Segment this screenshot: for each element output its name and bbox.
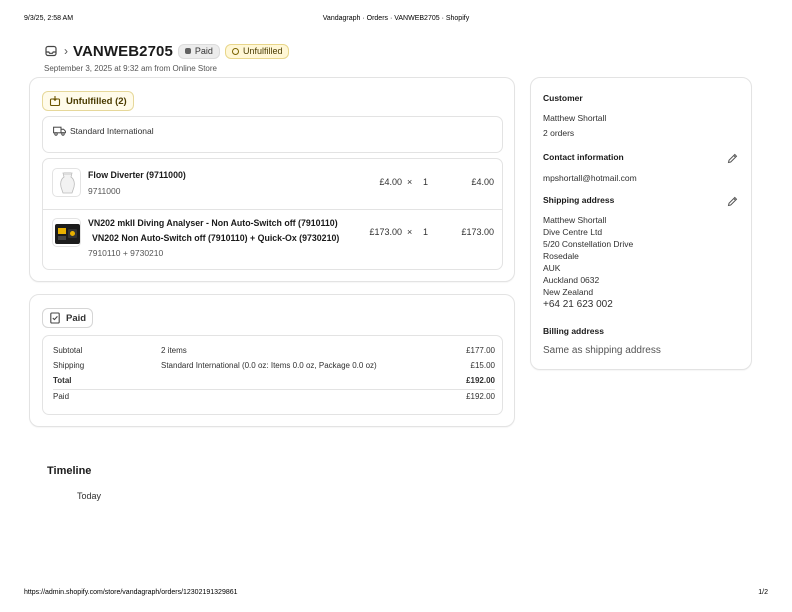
line-item-title[interactable]: Flow Diverter (9711000): [88, 170, 186, 180]
fulfillment-card: [29, 77, 515, 282]
payment-status-badge: [178, 44, 220, 59]
payment-status-label: Paid: [194, 46, 213, 56]
line-item: [43, 159, 517, 209]
unfulfilled-status-pill: [42, 91, 134, 111]
line-items-box: [42, 158, 503, 270]
order-subtitle: September 3, 2025 at 9:32 am from Online Store: [44, 64, 217, 73]
summary-amount: £192.00: [466, 376, 495, 385]
line-item: [43, 210, 517, 270]
fulfillment-status-badge: [225, 44, 290, 59]
summary-label: Shipping: [53, 361, 85, 370]
address-line: Matthew Shortall: [543, 215, 607, 225]
summary-row-total: [53, 376, 495, 390]
unfulfilled-box-icon: [49, 95, 61, 107]
customer-phone: +64 21 623 002: [543, 299, 613, 310]
summary-row-shipping: [53, 361, 495, 375]
line-item-variant: VN202 Non Auto-Switch off (7910110) + Quick-Ox (9730210): [92, 233, 340, 243]
summary-label: Subtotal: [53, 346, 83, 355]
line-item-price: £173.00: [369, 227, 402, 237]
receipt-check-icon: [49, 312, 61, 324]
line-item-qty: 1: [423, 177, 429, 187]
line-item-total: £173.00: [461, 227, 494, 237]
summary-amount: £177.00: [466, 346, 495, 355]
print-page-title: Vandagraph · Orders · VANWEB2705 · Shopify: [322, 15, 470, 22]
summary-amount: £15.00: [470, 361, 495, 370]
fulfillment-status-label: Unfulfilled: [242, 46, 283, 56]
line-item-sku: 9711000: [88, 186, 121, 196]
shipping-address-heading: Shipping address: [543, 195, 615, 205]
line-item-qty: 1: [423, 227, 429, 237]
product-thumbnail[interactable]: [52, 168, 81, 197]
order-number: VANWEB2705: [73, 42, 173, 60]
unfulfilled-ring-icon: [232, 48, 239, 55]
timeline-today-label: Today: [77, 491, 102, 501]
contact-info-heading: Contact information: [543, 152, 624, 162]
paid-status-label: Paid: [66, 312, 87, 324]
multiply-icon: ×: [407, 227, 413, 237]
summary-divider: [53, 389, 495, 390]
summary-label: Total: [53, 376, 72, 385]
customer-orders-link[interactable]: 2 orders: [543, 128, 575, 138]
unfulfilled-status-label: Unfulfilled (2): [66, 95, 127, 107]
order-title-row: [44, 41, 289, 61]
line-item-sku: 7910110 + 9730210: [88, 248, 164, 258]
line-item-total: £4.00: [471, 177, 494, 187]
paid-dot-icon: [185, 48, 191, 54]
line-item-title[interactable]: VN202 mkII Diving Analyser - Non Auto-Switch off (7910110): [88, 218, 338, 228]
breadcrumb-chevron-icon: ›: [64, 44, 68, 58]
truck-icon: [53, 126, 66, 136]
edit-contact-pencil-icon[interactable]: [727, 153, 738, 164]
payment-card: [29, 294, 515, 427]
customer-name-link[interactable]: Matthew Shortall: [543, 113, 607, 123]
print-datetime: 9/3/25, 2:58 AM: [24, 15, 74, 22]
shipping-method-label: Standard International: [70, 126, 154, 136]
billing-address-value: Same as shipping address: [543, 345, 661, 356]
print-url: https://admin.shopify.com/store/vandagraph/orders/12302191329861: [24, 589, 238, 596]
address-line: New Zealand: [543, 287, 594, 297]
shipping-method: [53, 126, 154, 136]
edit-shipping-pencil-icon[interactable]: [727, 196, 738, 207]
summary-detail: 2 items: [161, 346, 187, 355]
timeline-heading: Timeline: [47, 465, 92, 477]
customer-card: [530, 77, 752, 370]
address-line: Dive Centre Ltd: [543, 227, 603, 237]
billing-address-heading: Billing address: [543, 326, 604, 336]
address-line: AUK: [543, 263, 561, 273]
address-line: 5/20 Constellation Drive: [543, 239, 634, 249]
multiply-icon: ×: [407, 177, 413, 187]
summary-detail: Standard International (0.0 oz: Items 0.0 oz, Package 0.0 oz): [161, 361, 377, 370]
print-header: [0, 15, 792, 25]
line-item-price: £4.00: [379, 177, 402, 187]
shipping-method-box: [42, 116, 503, 153]
payment-summary-box: [42, 335, 503, 415]
inbox-icon[interactable]: [44, 44, 58, 58]
summary-row-subtotal: [53, 346, 495, 360]
product-thumbnail[interactable]: [52, 218, 81, 247]
paid-status-pill: [42, 308, 93, 328]
summary-label: Paid: [53, 392, 70, 401]
print-page-number: 1/2: [758, 589, 768, 596]
address-line: Auckland 0632: [543, 275, 600, 285]
customer-email-link[interactable]: mpshortall@hotmail.com: [543, 173, 637, 183]
summary-row-paid: [53, 392, 495, 406]
address-line: Rosedale: [543, 251, 579, 261]
customer-heading: Customer: [543, 93, 583, 103]
summary-amount: £192.00: [466, 392, 495, 401]
